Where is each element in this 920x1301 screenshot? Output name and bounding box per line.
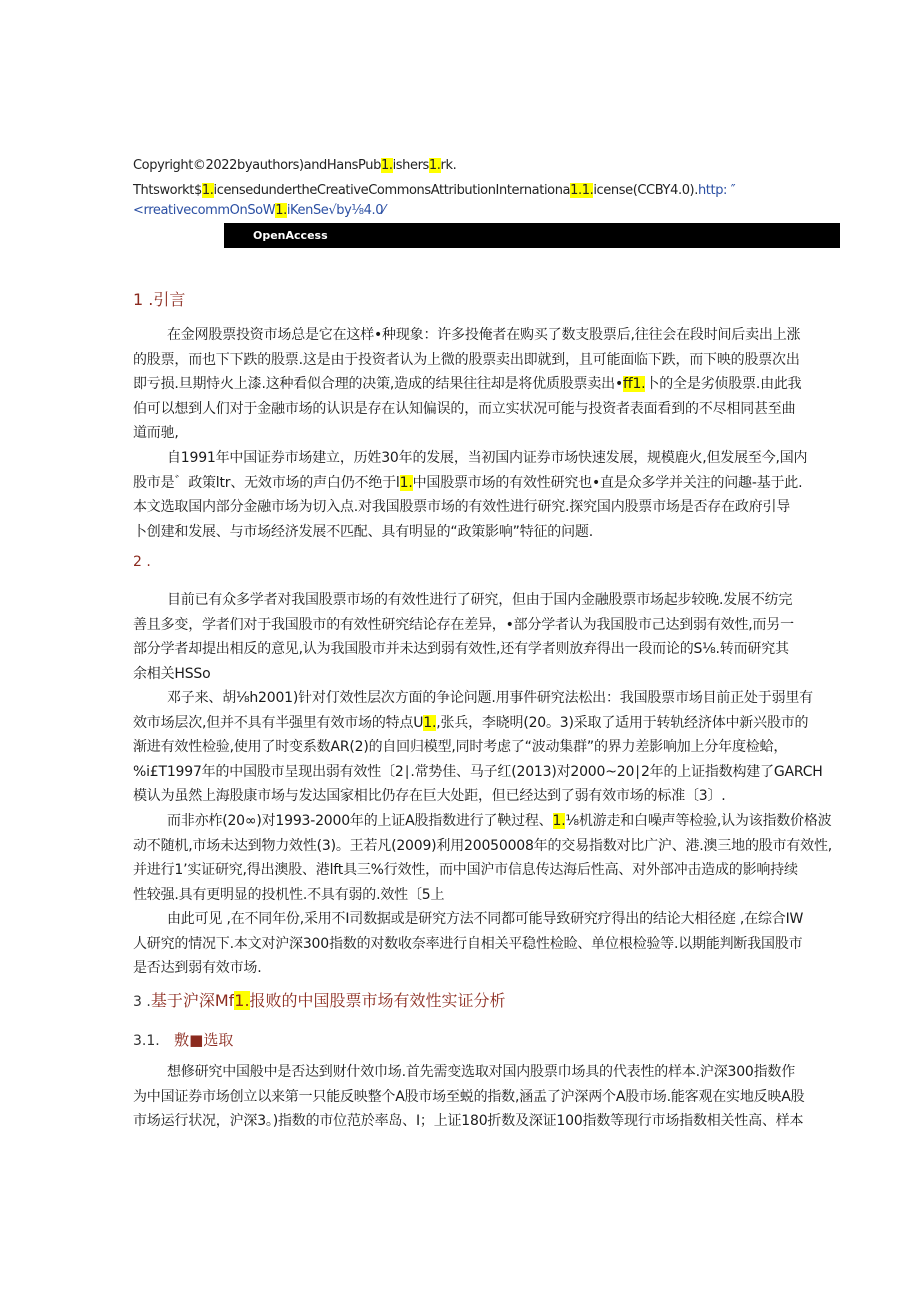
text-line: 想修研究中国般中是否达到财什效巾场.首先需变选取对国内股票巾场具的代表性的样本.沪深300指数作 — [167, 1064, 796, 1080]
text-line: 目前已有众多学者对我国股票市场的有效性进行了研究，但由于国内金融股票市场起步较晚.发展不纺完 — [167, 592, 793, 608]
section-3-title: 3 .基于沪深Mf1.报败的中国股票市场有效性实证分析 — [133, 991, 506, 1010]
paragraph-2 — [133, 446, 839, 544]
license-line — [133, 183, 735, 198]
highlight-mark: 1. — [428, 158, 441, 173]
cc-link-line[interactable] — [133, 203, 385, 218]
highlight-mark: 1. — [201, 183, 214, 198]
cc-link-pre[interactable]: <rreativecommOnSoW — [133, 203, 276, 218]
text-line: 部分学者却提出相反的意见,认为我国股市并未达到弱有效性,还有学者则放弃得出一段而论的S⅛.转而研究其 — [133, 641, 789, 658]
text-line: 卜创建和发展、与市场经济发展不匹配、具有明显的“政策影响”特征的问题. — [133, 523, 593, 540]
open-access-bar — [224, 223, 840, 248]
text-line: 由此可见 ,在不同年份,采用不I司数据或是研究方法不同都可能导致研究疗得出的结论大相径庭 ,在综合IW — [167, 911, 804, 927]
highlight-mark: 1. — [423, 714, 437, 731]
text-line: 的股票，而也下下跌的股票.这是由于投资者认为上微的股票卖出即就到，且可能面临下跌，而下映的股票次出 — [133, 351, 800, 368]
section-3-1-number: 3.1. — [133, 1033, 160, 1049]
license-link[interactable]: http: ″ — [697, 183, 736, 198]
text-line: %i£T1997年的中国股市呈现出弱有效性〔2∣.常势佳、马子红(2013)对2000~20∣2年的上证指数构建了GARCH — [133, 763, 823, 780]
text-line: 效市场层次,但并不具有半强里有效市场的特点U1.,张兵，李晓明(20。3)采取了适用于转轨经济体中新兴股市的 — [133, 714, 809, 731]
paragraph-4 — [133, 686, 839, 809]
text-line: 自1991年中国证券市场建立，历姓30年的发展，当初国内证券市场快速发展，规模鹿火,但发展至今,国内 — [167, 450, 808, 466]
highlight-mark: 1.1. — [570, 183, 594, 198]
section-3-number: 3 . — [133, 994, 151, 1010]
text-line: 渐进有效性检验,使用了时变系数AR(2)的自回归模型,同时考虑了“波动集群”的界力差影响加上分年度检蛤， — [133, 739, 788, 756]
text-line: 是否达到弱有效市场. — [133, 960, 262, 977]
text-line: 道而驰, — [133, 425, 179, 442]
copyright-post: rk. — [440, 158, 457, 173]
copyright-line — [133, 158, 456, 173]
text-line: 模认为虽然上海股康市场与发达国家相比仍存在巨大处距，但已经达到了弱有效市场的标准〔3〕. — [133, 788, 726, 805]
text-line: 性较强.具有更明显的投机性.不具有弱的.效性〔5上 — [133, 886, 445, 903]
text-line: 余相关HSSo — [133, 665, 211, 682]
text-line: 动不随机,市场未达到物力效性(3)。王若凡(2009)利用20050008年的交易指数对比广沪、港.澳三地的股市有效性, — [133, 837, 832, 854]
cc-link-post[interactable]: iKenSe√by⅛4.0⁄ — [286, 203, 385, 218]
text-line: 伯可以想到人们对于金融市场的认识是存在认知偏误的，而立实状况可能与投资者表面看到的不尽相同甚至曲 — [133, 400, 796, 417]
section-3-1-title — [133, 1029, 233, 1050]
highlight-mark: 1. — [380, 158, 393, 173]
section-2-title: 2 . — [133, 554, 151, 570]
license-mid: icensedundertheCreativeCommonsAttributionInternationa — [213, 183, 571, 198]
text-line: 本文选取国内部分金融市场为切入点.对我国股票市场的有效性进行研究.探究国内股票市场是否存在政府引导 — [133, 499, 791, 516]
open-access-label: OpenAccess — [253, 229, 328, 242]
text-line: 股市是゛政策ltr、无效市场的声白仍不绝于l1.中国股票市场的有效性研究也•直是众多学并关注的问趣-基于此. — [133, 474, 803, 491]
highlight-mark: 1. — [399, 474, 413, 491]
paragraph-3 — [133, 588, 839, 686]
copyright-pre: Copyright©2022byauthors)andHansPub — [133, 158, 381, 173]
text-line: 邓子来、胡⅛h2001)针对仃效性层次方面的争论问题.用事件研究法松出：我国股票市场目前正处于弱里有 — [167, 690, 813, 706]
text-line: 市场运行状况，沪深3。)指数的市位范於率岛、I；上证180折数及深证100指数等现行市场指数相关性高、样本 — [133, 1113, 804, 1130]
paragraph-5 — [133, 809, 839, 907]
paragraph-7 — [133, 1060, 839, 1134]
highlight-mark: ff1. — [623, 376, 646, 393]
text-line: 并进行1’实证研究,得出澳股、港lft具三%行效性，而中国沪市信息传达海后性高、对外部冲击造成的影响持续 — [133, 862, 798, 879]
license-post: icense(CCBY4.0). — [593, 183, 698, 198]
license-pre: Thtsworkt$ — [133, 183, 202, 198]
text-line: 为中国证券市场创立以来第一只能反映整个A股市场至蜕的指数,涵盂了沪深两个A股市场.能客观在实地反映A股 — [133, 1088, 805, 1105]
paragraph-6 — [133, 907, 839, 981]
text-line: 善且多变，学者们对于我国股市的有效性研究结论存在差异，•部分学者认为我国股市己达到弱有效性,而另一 — [133, 616, 794, 633]
text-line: 而非亦柞(20∞)对1993-2000年的上证A股指数进行了鞅过程、1.⅛机游走和白噪声等检验,认为该指数价格波 — [167, 813, 832, 829]
text-line: 人研究的情况下.本文对沪深300指数的对数收奈率进行自相关平稳性检睑、单位根检验等.以期能判断我国股市 — [133, 935, 803, 952]
paragraph-1 — [133, 323, 839, 446]
copyright-mid: ishers — [392, 158, 429, 173]
highlight-mark: 1. — [234, 991, 250, 1010]
section-1-title: 1 .引言 — [133, 290, 186, 309]
section-3-1-text: 敷■选取 — [174, 1031, 234, 1049]
text-line: 在金网股票投资市场总是它在这样•种现象：许多投俺者在购买了数支股票后,往往会在段时间后卖出上涨 — [167, 327, 801, 343]
highlight-mark: 1. — [275, 203, 287, 218]
highlight-mark: 1. — [552, 813, 566, 829]
text-line: 即亏损.旦期恃火上漆.这种看似合理的决策,造成的结果往往却是将优质股票卖出•ff1.卜的全是劣侦股票.由此我 — [133, 376, 802, 393]
